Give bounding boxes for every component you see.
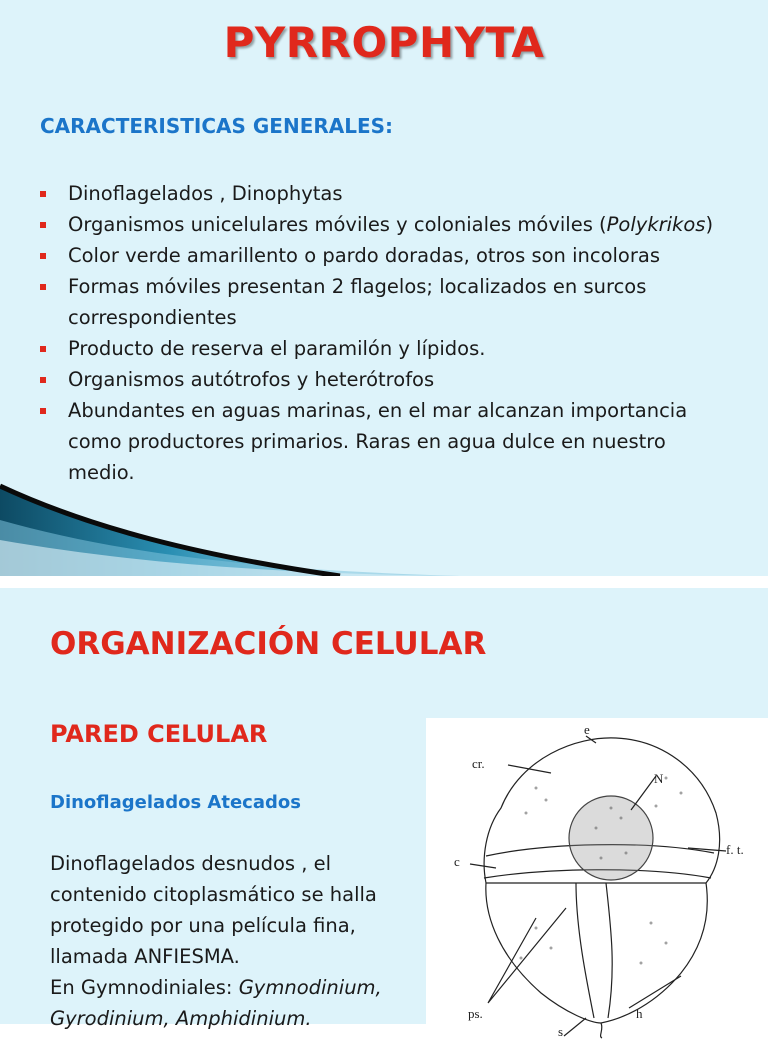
flagellum-line	[601, 1023, 602, 1038]
bullet-square-icon	[40, 377, 46, 383]
examples-line: En Gymnodiniales: Gymnodinium, Gyrodinium, Amphidinium.	[50, 976, 382, 1030]
subsection-heading: Dinoflagelados Atecados	[50, 792, 301, 813]
list-item: Organismos unicelulares móviles y coloniales móviles (Polykrikos)	[36, 209, 736, 240]
decorative-swoosh	[0, 470, 460, 576]
list-item: Abundantes en aguas marinas, en el mar alcanzan importancia como productores primarios. Raras en agua dulce en nuestro medio.	[36, 395, 736, 488]
bullet-square-icon	[40, 222, 46, 228]
slide-organizacion-celular	[0, 588, 768, 1039]
bullet-square-icon	[40, 253, 46, 259]
section-subtitle: CARACTERISTICAS GENERALES:	[40, 114, 394, 138]
dinoflagellate-diagram	[426, 718, 776, 1038]
figure-label: cr.	[472, 756, 485, 771]
description-text	[50, 848, 420, 1034]
slide-title: PYRROPHYTA	[223, 18, 545, 67]
bullet-square-icon	[40, 284, 46, 290]
figure-label: h	[636, 1006, 643, 1021]
description-paragraph: Dinoflagelados desnudos , el contenido citoplasmático se halla protegido por una película fina, llamada ANFIESMA.	[50, 852, 377, 968]
bullet-square-icon	[40, 408, 46, 414]
slide-divider	[0, 576, 768, 588]
figure-label: e	[584, 722, 590, 737]
section-heading: PARED CELULAR	[50, 720, 268, 748]
slide-title: ORGANIZACIÓN CELULAR	[50, 626, 487, 662]
figure-label: N	[654, 771, 664, 786]
list-item: Dinoflagelados , Dinophytas	[36, 178, 736, 209]
figure-label: ps.	[468, 1006, 483, 1021]
list-item: Producto de reserva el paramilón y lípidos.	[36, 333, 736, 364]
bullet-square-icon	[40, 191, 46, 197]
figure-label: c	[454, 854, 460, 869]
figure-label: s	[558, 1024, 564, 1039]
bullet-square-icon	[40, 346, 46, 352]
list-item: Color verde amarillento o pardo doradas, otros son incoloras	[36, 240, 736, 271]
list-item: Formas móviles presentan 2 flagelos; localizados en surcos correspondientes	[36, 271, 736, 333]
list-item: Organismos autótrofos y heterótrofos	[36, 364, 736, 395]
figure-label: f. t.	[726, 842, 744, 857]
characteristics-list	[36, 178, 736, 488]
